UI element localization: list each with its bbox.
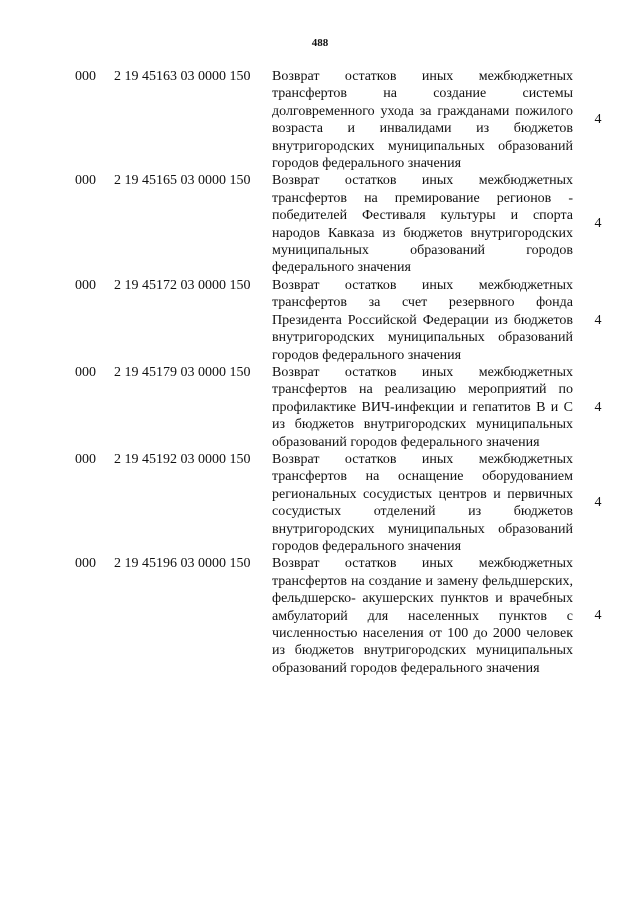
budget-code-table bbox=[0, 68, 640, 677]
amount-value: 4 bbox=[594, 399, 602, 415]
admin-code: 000 bbox=[75, 173, 96, 189]
revenue-name: Возврат остатков иных межбюджетных трансфертов за счет резервного фонда Президента Российской Федерации из бюджетов внутригородских муниципальных образований городов федерального значения bbox=[272, 277, 573, 363]
page-number: 488 bbox=[311, 37, 329, 49]
amount-value: 4 bbox=[594, 608, 602, 624]
revenue-name: Возврат остатков иных межбюджетных трансфертов на премирование регионов - победителей Фестиваля культуры и спорта народов Кавказа из бюджетов внутригородских муниципальных образований городов федерального значения bbox=[272, 173, 573, 276]
revenue-name: Возврат остатков иных межбюджетных трансфертов на оснащение оборудованием региональных сосудистых центров и первичных сосудистых отделений из бюджетов внутригородских муниципальных образований городов федерального значения bbox=[272, 451, 573, 554]
admin-code: 000 bbox=[75, 556, 96, 572]
admin-code: 000 bbox=[75, 451, 96, 467]
revenue-name: Возврат остатков иных межбюджетных трансфертов на создание и замену фельдшерских, фельдшерско- акушерских пунктов и врачебных амбулаторий для населенных пунктов с численностью населения от 100 до 2000 человек из бюджетов внутригородских муниципальных образований городов федерального значения bbox=[272, 556, 573, 676]
amount-value: 4 bbox=[594, 312, 602, 328]
amount-value: 4 bbox=[594, 216, 602, 232]
table-row bbox=[0, 68, 640, 172]
revenue-name: Возврат остатков иных межбюджетных трансфертов на реализацию мероприятий по профилактике ВИЧ-инфекции и гепатитов В и С из бюджетов внутригородских муниципальных образований городов федерального значения bbox=[272, 364, 573, 450]
table-row bbox=[0, 451, 640, 555]
table-row bbox=[0, 364, 640, 451]
table-row bbox=[0, 172, 640, 276]
budget-classification-code: 2 19 45172 03 0000 150 bbox=[114, 277, 251, 293]
budget-classification-code: 2 19 45163 03 0000 150 bbox=[114, 69, 251, 84]
table-row bbox=[0, 555, 640, 677]
budget-classification-code: 2 19 45179 03 0000 150 bbox=[114, 364, 251, 380]
revenue-name: Возврат остатков иных межбюджетных трансфертов на создание системы долговременного ухода за гражданами пожилого возраста и инвалидами из бюджетов внутригородских муниципальных образований городов федерального значения bbox=[272, 69, 573, 172]
budget-classification-code: 2 19 45165 03 0000 150 bbox=[114, 173, 251, 189]
amount-value: 4 bbox=[594, 112, 602, 127]
budget-classification-code: 2 19 45192 03 0000 150 bbox=[114, 451, 251, 467]
amount-value: 4 bbox=[594, 494, 602, 510]
admin-code: 000 bbox=[75, 277, 96, 293]
admin-code: 000 bbox=[75, 364, 96, 380]
budget-classification-code: 2 19 45196 03 0000 150 bbox=[114, 556, 251, 572]
admin-code: 000 bbox=[75, 69, 96, 84]
table-row bbox=[0, 277, 640, 364]
